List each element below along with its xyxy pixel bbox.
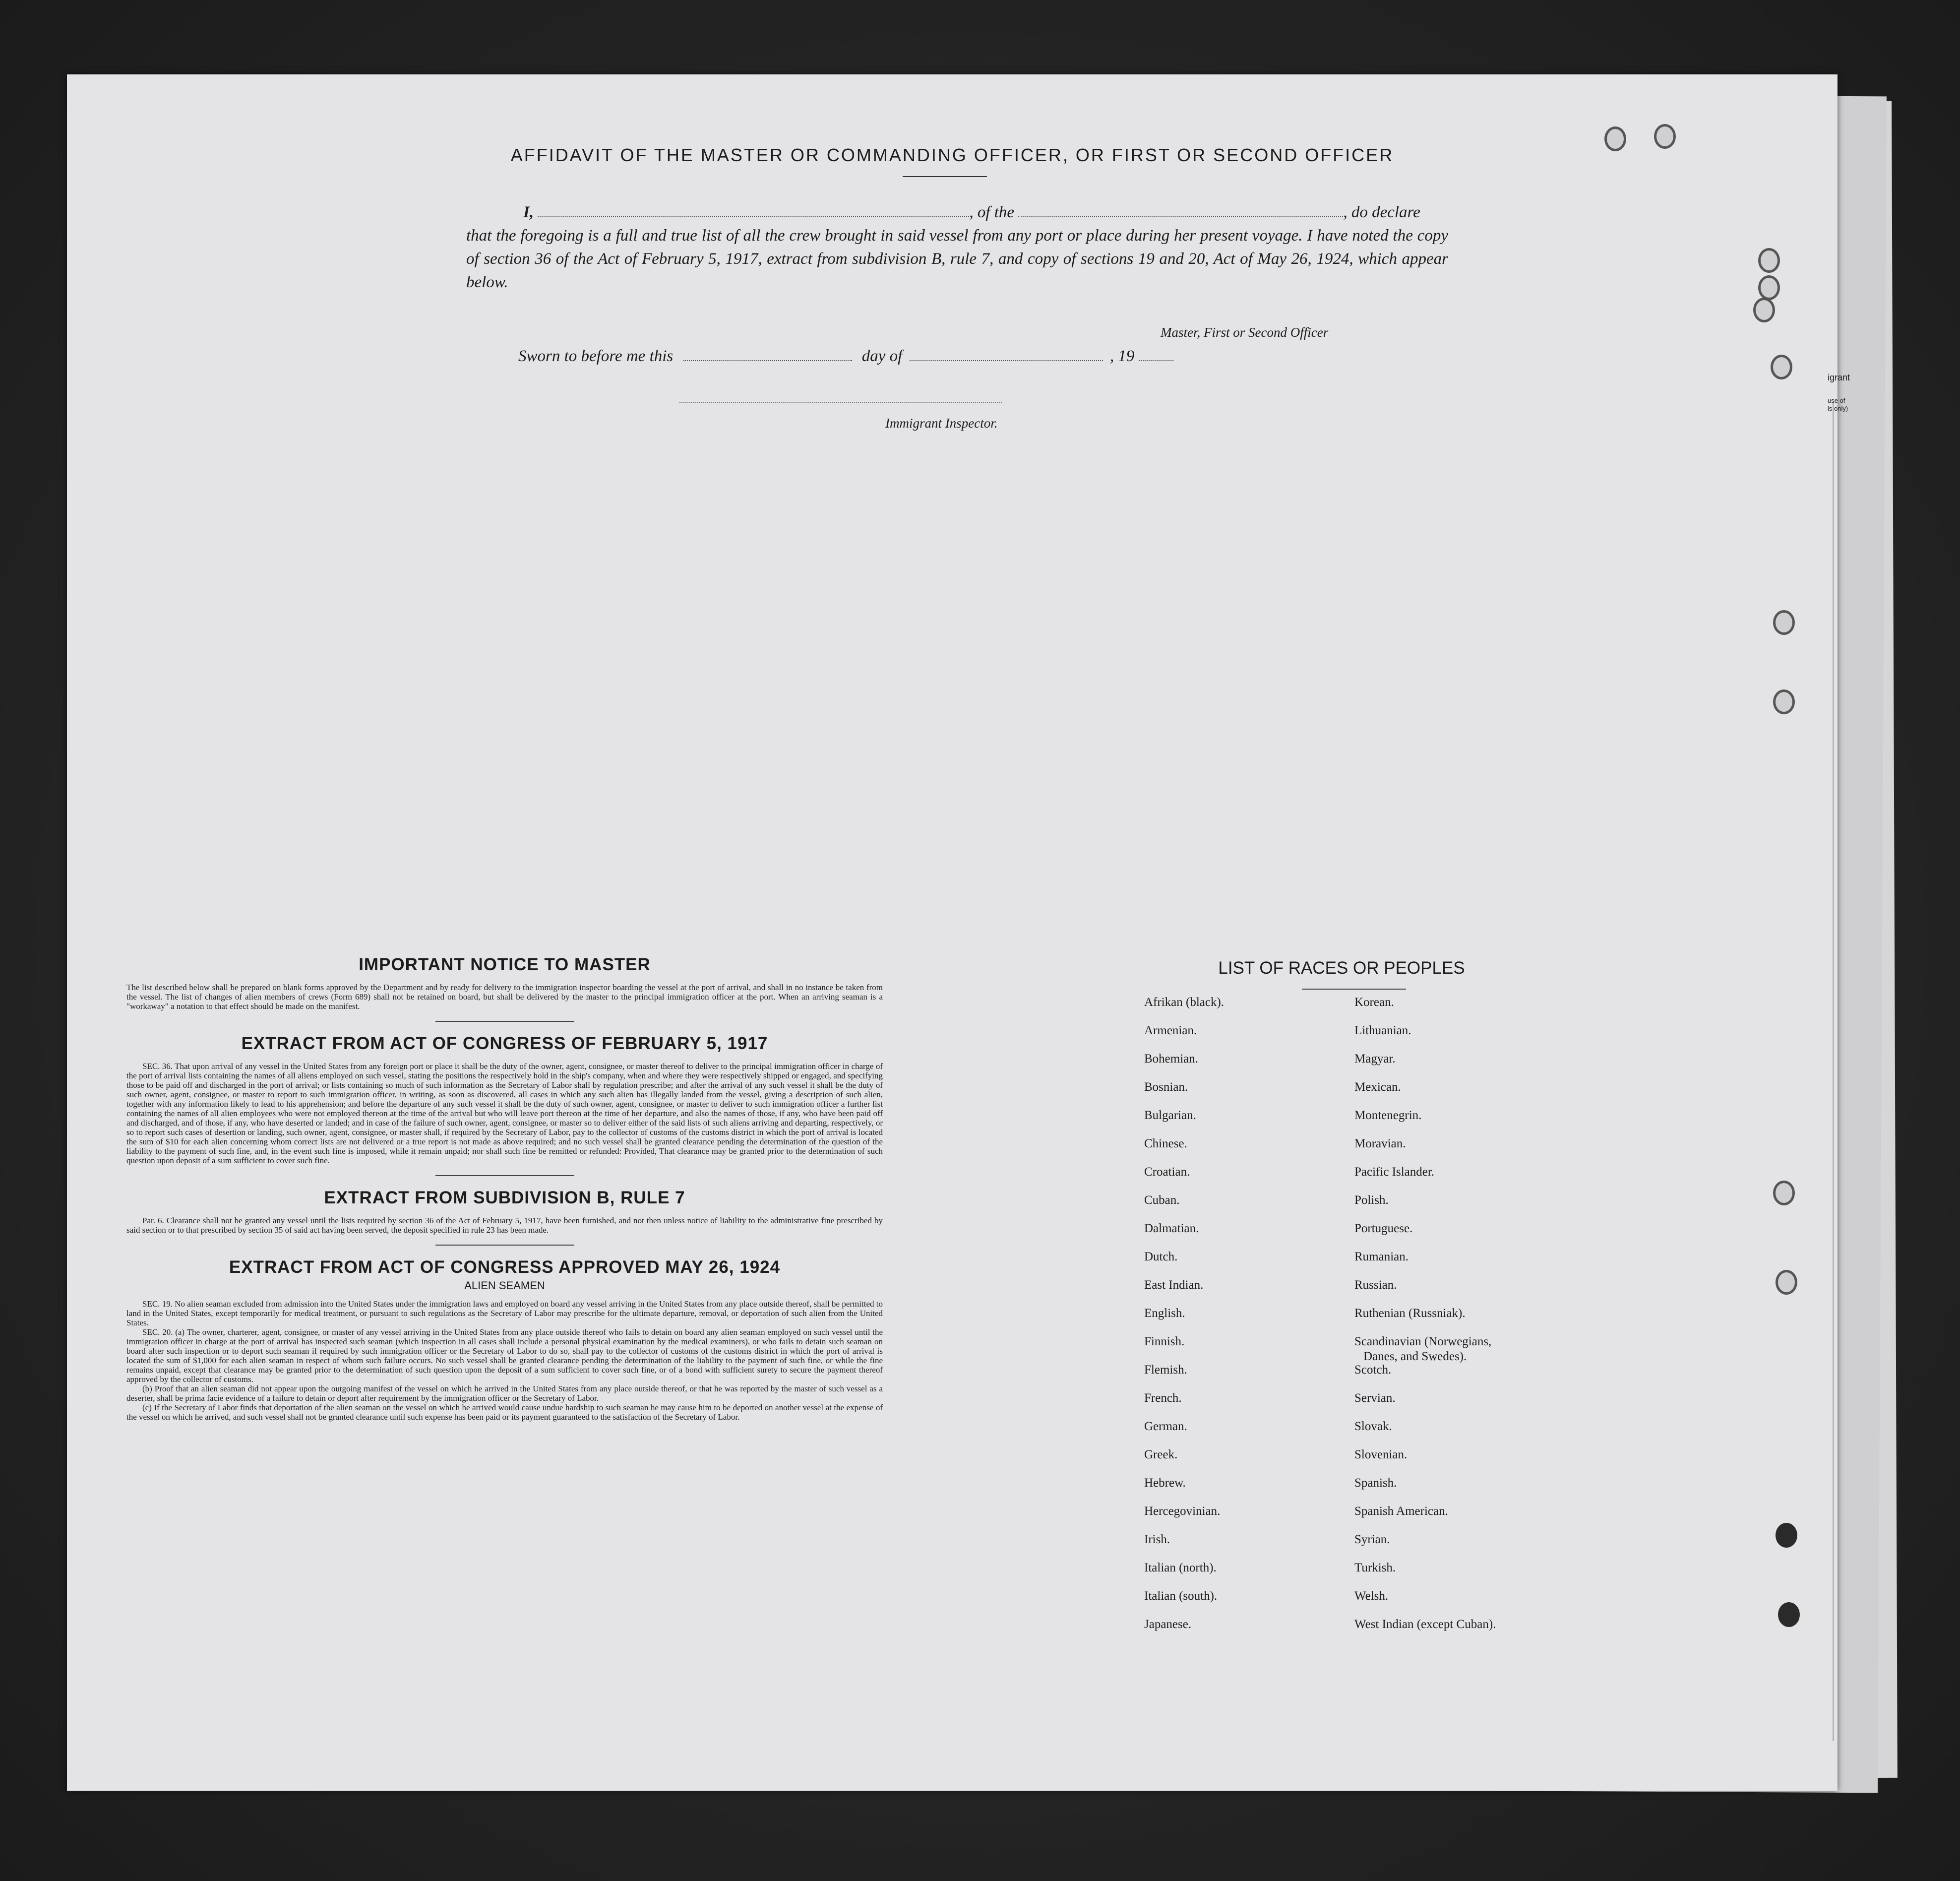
race-label: English. — [1144, 1307, 1185, 1320]
race-item — [1144, 1052, 1224, 1080]
race-item — [1144, 1447, 1224, 1476]
race-item — [1354, 1476, 1612, 1504]
race-item — [1144, 995, 1224, 1023]
race-item — [1354, 1108, 1612, 1136]
race-item — [1144, 1617, 1224, 1645]
race-label: Servian. — [1354, 1391, 1396, 1405]
race-item — [1354, 1391, 1612, 1419]
year-label: , 19 — [1109, 347, 1135, 365]
race-label: West Indian (except Cuban). — [1354, 1618, 1496, 1631]
race-item — [1354, 1136, 1612, 1165]
extract-1924-sec20a: SEC. 20. (a) The owner, charterer, agent, consignee, or master of any vessel arriving in the United States from any place outside thereof who fails to detain on board any alien seaman employed on such vessel until the immigration officer in charge at the port of arrival has inspected such seaman (which inspection in all cases shall include a personal physical examination by the medical examiners), or who fails to detain such seaman on board after such inspection or to deport such seaman if required by such immigration officer or the Secretary of Labor to do so, shall pay to the collector of customs of the customs district in which the port of arrival is located the sum of $1,000 for each alien seaman in respect of whom such failure occurs. No such vessel shall be granted clearance pending the determination of the liability to the payment of such fine, or while the fine remains unpaid, except that clearance may be granted prior to the determination of such question upon the deposit of a sum sufficient to cover such fine, or of a bond with sufficient surety to secure the payment thereof approved by the collector of customs. — [126, 1327, 883, 1384]
race-item — [1144, 1023, 1224, 1052]
race-item — [1354, 1419, 1612, 1447]
race-item — [1354, 1306, 1612, 1334]
section-divider — [435, 1021, 574, 1022]
race-label: Russian. — [1354, 1278, 1397, 1292]
affidavit-body — [466, 201, 1448, 294]
race-item — [1144, 1532, 1224, 1561]
race-item — [1144, 1589, 1224, 1617]
race-item — [1354, 1532, 1612, 1561]
year-blank — [1139, 346, 1173, 361]
race-label: Dutch. — [1144, 1250, 1178, 1263]
race-label: Rumanian. — [1354, 1250, 1409, 1263]
race-label: Bosnian. — [1144, 1080, 1188, 1094]
race-item — [1354, 1023, 1612, 1052]
race-item — [1354, 1447, 1612, 1476]
punch-hole-icon — [1773, 610, 1795, 635]
margin-fragment — [1828, 372, 1850, 413]
race-label: Ruthenian (Russniak). — [1354, 1307, 1466, 1320]
race-label: Mexican. — [1354, 1080, 1401, 1094]
race-label: Scandinavian (Norwegians, — [1354, 1335, 1492, 1348]
extract-1917-text: SEC. 36. That upon arrival of any vessel in the United States from any foreign port or place it shall be the duty of the owner, agent, consignee, or master thereof to deliver to the principal immigration officer in charge of the port of arrival lists containing the names of all aliens employed on such vessel, stating the positions the respectively hold in the ship's company, when and where they were respectively shipped or engaged, and specifying those to be paid off and discharged in the port of arrival; or lists containing so much of such information as the Secretary of Labor shall by regulation prescribe; and after the arrival of any such vessel it shall be the duty of such owner, agent, consignee, or master to report to such immigration officer, in writing, as soon as discovered, all cases in which any such alien has illegally landed from the vessel, giving a description of such alien, together with any information likely to lead to his apprehension; and before the departure of any such vessel it shall be the duty of such owner, agent, consignee, or master to deliver to such immigration officer a further list containing the names of all alien employees who were not employed thereon at the time of the arrival but who will leave port thereon at the time of her departure, and also the names of those, if any, who have been paid off and discharged, and of those, if any, who have deserted or landed; and in case of the failure of such owner, agent, consignee, or master so to deliver either of the said lists of such aliens arriving and departing, respectively, or so to report such cases of desertion or landing, such owner, agent, consignee, or master shall, if required by the Secretary of Labor, pay to the collector of customs of the customs district in which the port of arrival is located the sum of $10 for each alien concerning whom correct lists are not delivered or a true report is not made as above required; and no such vessel shall be granted clearance pending the determination of the question of the liability to the payment of such fine, and, in the event such fine is imposed, while it remain unpaid; nor shall such fine be remitted or refunded: Provided, That clearance may be granted prior to the determination of such question upon deposit of a sum sufficient to cover such fine. — [126, 1062, 883, 1165]
section-divider — [435, 1245, 574, 1246]
affidavit-title: AFFIDAVIT OF THE MASTER OR COMMANDING OFFICER, OR FIRST OR SECOND OFFICER — [510, 145, 1394, 165]
vessel-blank — [1018, 202, 1343, 217]
document-page — [67, 74, 1850, 1791]
notices-column — [126, 955, 883, 1422]
race-item — [1354, 995, 1612, 1023]
race-item — [1354, 1334, 1612, 1363]
race-label: Hebrew. — [1144, 1476, 1186, 1490]
race-item — [1144, 1363, 1224, 1391]
race-label: Hercegovinian. — [1144, 1505, 1221, 1518]
notice-text: The list described below shall be prepared on blank forms approved by the Department and by ready for delivery to the immigration inspector boarding the vessel at the port of arrival, and shall in no instance be taken from the vessel. The list of changes of alien members of crews (Form 689) shall not be retained on board, but shall be delivered by the master to the principal immigration officer at the port. When an arriving seaman is a "workaway" a notation to that effect should be made on the manifest. — [126, 983, 883, 1011]
race-item — [1354, 1250, 1612, 1278]
day-blank — [683, 346, 852, 361]
race-label: Pacific Islander. — [1354, 1165, 1435, 1179]
race-item — [1144, 1306, 1224, 1334]
race-label: Slovak. — [1354, 1420, 1392, 1433]
day-of-label: day of — [861, 347, 903, 365]
affidavit-of-the: , of the — [969, 203, 1015, 221]
race-label: Montenegrin. — [1354, 1109, 1422, 1122]
races-title: LIST OF RACES OR PEOPLES — [1218, 958, 1465, 978]
affidavit-do-declare: , do declare — [1343, 203, 1420, 221]
punch-hole-icon — [1771, 355, 1792, 379]
race-label: Portuguese. — [1354, 1222, 1413, 1235]
punch-hole-icon — [1773, 690, 1795, 714]
extract-1924-sec19: SEC. 19. No alien seaman excluded from admission into the United States under the immigration laws and employed on board any vessel arriving in the United States from any place outside thereof, shall be permitted to land in the United States, except temporarily for medical treatment, or pursuant to such regulations as the Secretary of Labor may prescribe for the ultimate departure, removal, or deportation of such alien from the United States. — [126, 1299, 883, 1327]
race-label: Polish. — [1354, 1193, 1389, 1207]
race-item — [1354, 1278, 1612, 1306]
margin-text: use of — [1828, 397, 1845, 404]
race-item — [1144, 1278, 1224, 1306]
punch-hole-icon — [1753, 298, 1775, 322]
race-item — [1144, 1391, 1224, 1419]
sworn-line — [518, 346, 1173, 366]
ruled-edge — [1833, 402, 1839, 1741]
race-item — [1354, 1165, 1612, 1193]
race-item — [1144, 1334, 1224, 1363]
race-item — [1144, 1476, 1224, 1504]
race-item — [1144, 1250, 1224, 1278]
extract-1924-title: EXTRACT FROM ACT OF CONGRESS APPROVED MAY 26, 1924 — [229, 1257, 781, 1277]
extract-1924-sec20c: (c) If the Secretary of Labor finds that deportation of the alien seaman on the vessel on which he arrived would cause undue hardship to such seaman he may cause him to be deported on another vessel at the expense of the vessel on which he arrived, and such vessel shall not be granted clearance until such expense has been paid or its payment guaranteed to the satisfaction of the Secretary of Labor. — [126, 1403, 883, 1422]
bleed-through-area — [439, 461, 1629, 908]
affidavit-title-rule — [903, 176, 987, 177]
race-item — [1354, 1052, 1612, 1080]
race-label: Slovenian. — [1354, 1448, 1408, 1461]
race-label: Croatian. — [1144, 1165, 1190, 1179]
race-label: Bohemian. — [1144, 1052, 1199, 1066]
race-label: Finnish. — [1144, 1335, 1185, 1348]
race-item — [1354, 1561, 1612, 1589]
affidavit-first-line — [466, 201, 1448, 224]
race-label: Afrikan (black). — [1144, 996, 1225, 1009]
punch-hole-icon — [1776, 1523, 1797, 1548]
inspector-label: Immigrant Inspector. — [885, 416, 998, 431]
month-blank — [910, 346, 1103, 361]
races-column-a — [1144, 995, 1224, 1645]
sworn-label: Sworn to before me this — [518, 347, 674, 365]
extract-rule7-title: EXTRACT FROM SUBDIVISION B, RULE 7 — [324, 1188, 685, 1207]
race-label: Turkish. — [1354, 1561, 1396, 1574]
affidavit-declaration: that the foregoing is a full and true list of all the crew brought in said vessel from any port or place during her present voyage. I have noted the copy of section 36 of the Act of February 5, 1917, extract from subdivision B, rule 7, and copy of sections 19 and 20, Act of May 26, 1924, which appear below. — [466, 227, 1448, 291]
punch-hole-icon — [1776, 1270, 1797, 1295]
notice-title: IMPORTANT NOTICE TO MASTER — [359, 955, 651, 974]
races-column-b — [1354, 995, 1612, 1645]
race-item — [1354, 1617, 1612, 1645]
extract-rule7-text: Par. 6. Clearance shall not be granted any vessel until the lists required by section 36 of the Act of February 5, 1917, have been furnished, and not then unless notice of liability to the administrative fine prescribed by said section or to that prescribed by section 35 of said act having been served, the deposit specified in rule 23 has been made. — [126, 1216, 883, 1235]
race-label: Chinese. — [1144, 1137, 1187, 1150]
race-item — [1144, 1136, 1224, 1165]
race-label: Welsh. — [1354, 1589, 1389, 1603]
margin-text: igrant — [1828, 373, 1850, 382]
race-label: Irish. — [1144, 1533, 1170, 1546]
races-title-rule — [1302, 989, 1406, 990]
race-label: Syrian. — [1354, 1533, 1390, 1546]
name-blank — [538, 202, 969, 217]
race-label: Italian (north). — [1144, 1561, 1217, 1574]
race-label: German. — [1144, 1420, 1187, 1433]
section-divider — [435, 1175, 574, 1176]
race-item — [1354, 1221, 1612, 1250]
race-label: Greek. — [1144, 1448, 1178, 1461]
race-label: Moravian. — [1354, 1137, 1406, 1150]
race-item — [1144, 1221, 1224, 1250]
race-label: East Indian. — [1144, 1278, 1204, 1292]
race-label: Japanese. — [1144, 1618, 1192, 1631]
race-item — [1354, 1589, 1612, 1617]
race-item — [1144, 1419, 1224, 1447]
race-item — [1144, 1108, 1224, 1136]
extract-1924-sec20b: (b) Proof that an alien seaman did not appear upon the outgoing manifest of the vessel on which he arrived in the United States from any place outside thereof, or that he was reported by the master of such vessel as a deserter, shall be prima facie evidence of a failure to detain or deport after requirement by the immigration officer or the Secretary of Labor. — [126, 1384, 883, 1403]
extract-1924-subtitle: ALIEN SEAMEN — [464, 1279, 545, 1292]
race-item — [1144, 1080, 1224, 1108]
race-label: Magyar. — [1354, 1052, 1396, 1066]
race-item — [1144, 1193, 1224, 1221]
race-label: Bulgarian. — [1144, 1109, 1196, 1122]
race-item — [1354, 1080, 1612, 1108]
race-item — [1144, 1165, 1224, 1193]
race-label: Spanish. — [1354, 1476, 1397, 1490]
race-label: Lithuanian. — [1354, 1024, 1411, 1037]
extract-1917-title: EXTRACT FROM ACT OF CONGRESS OF FEBRUARY 5, 1917 — [241, 1034, 768, 1053]
race-label: Armenian. — [1144, 1024, 1197, 1037]
officer-label: Master, First or Second Officer — [1161, 325, 1329, 340]
punch-hole-icon — [1778, 1602, 1800, 1627]
punch-hole-icon — [1773, 1181, 1795, 1205]
punch-hole-icon — [1758, 275, 1780, 300]
margin-text: ls only) — [1828, 405, 1848, 412]
race-label: Scotch. — [1354, 1363, 1392, 1377]
race-item — [1354, 1193, 1612, 1221]
race-item — [1144, 1561, 1224, 1589]
race-label: Korean. — [1354, 996, 1394, 1009]
punch-hole-icon — [1758, 248, 1780, 273]
race-label: Cuban. — [1144, 1193, 1180, 1207]
inspector-signature-line — [679, 402, 1002, 403]
race-label: Spanish American. — [1354, 1505, 1448, 1518]
race-item — [1144, 1504, 1224, 1532]
race-item — [1354, 1363, 1612, 1391]
race-label: Italian (south). — [1144, 1589, 1218, 1603]
race-label-continued: Danes, and Swedes). — [1363, 1350, 1467, 1363]
affidavit-i: I, — [523, 203, 534, 221]
race-item — [1354, 1504, 1612, 1532]
race-label: Dalmatian. — [1144, 1222, 1199, 1235]
race-label: French. — [1144, 1391, 1182, 1405]
race-label: Flemish. — [1144, 1363, 1187, 1377]
